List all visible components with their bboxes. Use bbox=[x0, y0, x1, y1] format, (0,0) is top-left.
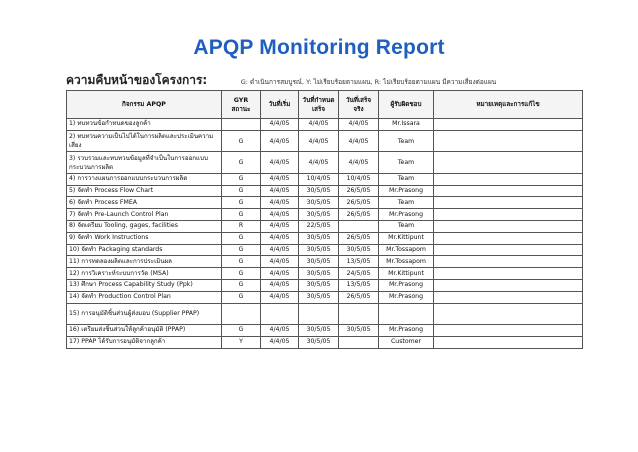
actual-date-cell bbox=[339, 303, 379, 325]
start-date-cell: 4/4/05 bbox=[261, 152, 299, 174]
header-activity: กิจกรรม APQP bbox=[67, 91, 222, 119]
actual-date-cell: 30/5/05 bbox=[339, 244, 379, 256]
progress-header bbox=[66, 71, 582, 87]
owner-cell: Customer bbox=[379, 336, 434, 348]
table-row bbox=[67, 209, 583, 221]
owner-cell: Mr.Prasong bbox=[379, 279, 434, 291]
activity-cell: 7) จัดทำ Pre-Launch Control Plan bbox=[67, 209, 222, 221]
owner-cell bbox=[379, 303, 434, 325]
start-date-cell: 4/4/05 bbox=[261, 256, 299, 268]
status-legend: G: ดำเนินการสมบูรณ์, Y: ไม่เรียบร้อยตามแผน, R: ไม่เรียบร้อยตามแผน มีความเสี่ยงต่อแผน bbox=[240, 78, 497, 86]
remarks-cell bbox=[434, 152, 583, 174]
remarks-cell bbox=[434, 244, 583, 256]
header-owner: ผู้รับผิดชอบ bbox=[379, 91, 434, 119]
progress-label: ความคืบหน้าของโครงการ: bbox=[66, 73, 208, 87]
table-row bbox=[67, 268, 583, 280]
apqp-table bbox=[66, 90, 583, 349]
owner-cell: Team bbox=[379, 130, 434, 152]
owner-cell: Mr.Kittipunt bbox=[379, 232, 434, 244]
actual-date-cell: 26/5/05 bbox=[339, 185, 379, 197]
owner-cell: Mr.Prasong bbox=[379, 325, 434, 337]
status-cell: G bbox=[222, 268, 261, 280]
activity-cell: 12) การวิเคราะห์ระบบการวัด (MSA) bbox=[67, 268, 222, 280]
actual-date-cell: 4/4/05 bbox=[339, 130, 379, 152]
remarks-cell bbox=[434, 291, 583, 303]
table-row bbox=[67, 279, 583, 291]
activity-cell: 9) จัดทำ Work Instructions bbox=[67, 232, 222, 244]
status-cell: G bbox=[222, 152, 261, 174]
activity-cell: 16) เตรียมส่งชิ้นส่วนให้ลูกค้าอนุมัติ (PPAP) bbox=[67, 325, 222, 337]
start-date-cell: 4/4/05 bbox=[261, 185, 299, 197]
start-date-cell: 4/4/05 bbox=[261, 325, 299, 337]
status-cell: R bbox=[222, 220, 261, 232]
owner-cell: Team bbox=[379, 220, 434, 232]
due-date-cell: 10/4/05 bbox=[299, 173, 339, 185]
actual-date-cell: 4/4/05 bbox=[339, 152, 379, 174]
activity-cell: 2) ทบทวนความเป็นไปได้ในการผลิตและประเมินความเสี่ยง bbox=[67, 130, 222, 152]
table-row bbox=[67, 256, 583, 268]
actual-date-cell: 30/5/05 bbox=[339, 325, 379, 337]
status-cell: G bbox=[222, 232, 261, 244]
owner-cell: Mr.Tossapom bbox=[379, 256, 434, 268]
due-date-cell bbox=[299, 303, 339, 325]
due-date-cell: 4/4/05 bbox=[299, 130, 339, 152]
status-cell: G bbox=[222, 291, 261, 303]
remarks-cell bbox=[434, 173, 583, 185]
start-date-cell: 4/4/05 bbox=[261, 130, 299, 152]
remarks-cell bbox=[434, 268, 583, 280]
activity-cell: 11) การทดลองผลิตและการประเมินผล bbox=[67, 256, 222, 268]
start-date-cell: 4/4/05 bbox=[261, 336, 299, 348]
due-date-cell: 4/4/05 bbox=[299, 152, 339, 174]
activity-cell: 3) รวบรวมและทบทวนข้อมูลที่จำเป็นในการออกแบบกระบวนการผลิต bbox=[67, 152, 222, 174]
table-row bbox=[67, 119, 583, 131]
start-date-cell: 4/4/05 bbox=[261, 220, 299, 232]
actual-date-cell: 10/4/05 bbox=[339, 173, 379, 185]
remarks-cell bbox=[434, 303, 583, 325]
remarks-cell bbox=[434, 256, 583, 268]
report-title: APQP Monitoring Report bbox=[193, 36, 445, 59]
actual-date-cell: 26/5/05 bbox=[339, 291, 379, 303]
start-date-cell: 4/4/05 bbox=[261, 244, 299, 256]
owner-cell: Mr.Prasong bbox=[379, 185, 434, 197]
due-date-cell: 30/5/05 bbox=[299, 336, 339, 348]
activity-cell: 5) จัดทำ Process Flow Chart bbox=[67, 185, 222, 197]
header-remarks: หมายเหตุและการแก้ไข bbox=[434, 91, 583, 119]
remarks-cell bbox=[434, 130, 583, 152]
table-row bbox=[67, 232, 583, 244]
start-date-cell: 4/4/05 bbox=[261, 173, 299, 185]
actual-date-cell: 26/5/05 bbox=[339, 197, 379, 209]
activity-cell: 1) ทบทวนข้อกำหนดของลูกค้า bbox=[67, 119, 222, 131]
status-cell: G bbox=[222, 130, 261, 152]
remarks-cell bbox=[434, 279, 583, 291]
due-date-cell: 30/5/05 bbox=[299, 197, 339, 209]
remarks-cell bbox=[434, 325, 583, 337]
owner-cell: Mr.Kittipunt bbox=[379, 268, 434, 280]
remarks-cell bbox=[434, 336, 583, 348]
header-row bbox=[67, 91, 583, 119]
owner-cell: Team bbox=[379, 173, 434, 185]
due-date-cell: 30/5/05 bbox=[299, 256, 339, 268]
table-row bbox=[67, 303, 583, 325]
actual-date-cell: 13/5/05 bbox=[339, 279, 379, 291]
remarks-cell bbox=[434, 185, 583, 197]
table-row bbox=[67, 173, 583, 185]
header-status: GYR สถานะ bbox=[222, 91, 261, 119]
owner-cell: Mr.Prasong bbox=[379, 209, 434, 221]
activity-cell: 13) ศึกษา Process Capability Study (Ppk) bbox=[67, 279, 222, 291]
activity-cell: 15) การอนุมัติชิ้นส่วนผู้ส่งมอบ (Supplier PPAP) bbox=[67, 303, 222, 325]
remarks-cell bbox=[434, 119, 583, 131]
status-cell: G bbox=[222, 279, 261, 291]
activity-cell: 14) จัดทำ Production Control Plan bbox=[67, 291, 222, 303]
start-date-cell: 4/4/05 bbox=[261, 291, 299, 303]
table-row bbox=[67, 197, 583, 209]
start-date-cell: 4/4/05 bbox=[261, 197, 299, 209]
table-row bbox=[67, 220, 583, 232]
status-cell: G bbox=[222, 244, 261, 256]
table-row bbox=[67, 185, 583, 197]
due-date-cell: 30/5/05 bbox=[299, 244, 339, 256]
due-date-cell: 22/5/05 bbox=[299, 220, 339, 232]
status-cell: Y bbox=[222, 336, 261, 348]
status-cell: G bbox=[222, 325, 261, 337]
actual-date-cell: 13/5/05 bbox=[339, 256, 379, 268]
due-date-cell: 4/4/05 bbox=[299, 119, 339, 131]
table-body bbox=[67, 119, 583, 349]
table-row bbox=[67, 325, 583, 337]
start-date-cell bbox=[261, 303, 299, 325]
status-cell: G bbox=[222, 185, 261, 197]
status-cell bbox=[222, 119, 261, 131]
owner-cell: Team bbox=[379, 152, 434, 174]
table-row bbox=[67, 244, 583, 256]
status-cell: G bbox=[222, 256, 261, 268]
status-cell: G bbox=[222, 197, 261, 209]
due-date-cell: 30/5/05 bbox=[299, 268, 339, 280]
actual-date-cell: 24/5/05 bbox=[339, 268, 379, 280]
start-date-cell: 4/4/05 bbox=[261, 268, 299, 280]
actual-date-cell bbox=[339, 220, 379, 232]
start-date-cell: 4/4/05 bbox=[261, 232, 299, 244]
activity-cell: 6) จัดทำ Process FMEA bbox=[67, 197, 222, 209]
table-row bbox=[67, 130, 583, 152]
table-row bbox=[67, 291, 583, 303]
due-date-cell: 30/5/05 bbox=[299, 325, 339, 337]
table-row bbox=[67, 336, 583, 348]
due-date-cell: 30/5/05 bbox=[299, 279, 339, 291]
owner-cell: Mr.Prasong bbox=[379, 291, 434, 303]
header-actual-date: วันที่เสร็จจริง bbox=[339, 91, 379, 119]
due-date-cell: 30/5/05 bbox=[299, 291, 339, 303]
owner-cell: Mr.Issara bbox=[379, 119, 434, 131]
actual-date-cell: 26/5/05 bbox=[339, 209, 379, 221]
remarks-cell bbox=[434, 232, 583, 244]
status-cell: G bbox=[222, 173, 261, 185]
table-header bbox=[67, 91, 583, 119]
start-date-cell: 4/4/05 bbox=[261, 209, 299, 221]
remarks-cell bbox=[434, 220, 583, 232]
remarks-cell bbox=[434, 197, 583, 209]
start-date-cell: 4/4/05 bbox=[261, 279, 299, 291]
owner-cell: Mr.Tossapom bbox=[379, 244, 434, 256]
owner-cell: Team bbox=[379, 197, 434, 209]
status-cell: G bbox=[222, 209, 261, 221]
activity-cell: 8) จัดเตรียม Tooling, gages, facilities bbox=[67, 220, 222, 232]
header-start-date: วันที่เริ่ม bbox=[261, 91, 299, 119]
due-date-cell: 30/5/05 bbox=[299, 232, 339, 244]
activity-cell: 4) การวางแผนการออกแบบกระบวนการผลิต bbox=[67, 173, 222, 185]
actual-date-cell: 26/5/05 bbox=[339, 232, 379, 244]
activity-cell: 10) จัดทำ Packaging standards bbox=[67, 244, 222, 256]
due-date-cell: 30/5/05 bbox=[299, 209, 339, 221]
activity-cell: 17) PPAP ได้รับการอนุมัติจากลูกค้า bbox=[67, 336, 222, 348]
header-due-date: วันที่กำหนดเสร็จ bbox=[299, 91, 339, 119]
start-date-cell: 4/4/05 bbox=[261, 119, 299, 131]
due-date-cell: 30/5/05 bbox=[299, 185, 339, 197]
remarks-cell bbox=[434, 209, 583, 221]
table-row bbox=[67, 152, 583, 174]
status-cell bbox=[222, 303, 261, 325]
actual-date-cell: 4/4/05 bbox=[339, 119, 379, 131]
actual-date-cell bbox=[339, 336, 379, 348]
